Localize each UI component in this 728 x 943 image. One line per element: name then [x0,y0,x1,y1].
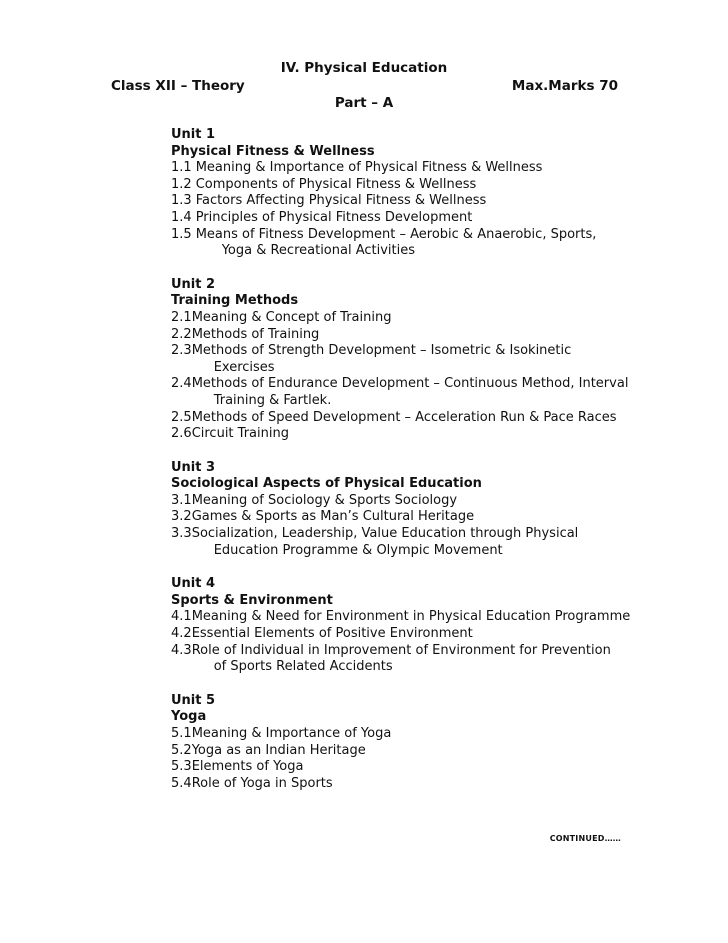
item-number: 1.4 [171,209,192,225]
item-number: 5.2 [171,742,192,758]
item-number: 2.5 [171,409,192,425]
list-item [171,410,631,427]
item-text: Games & Sports as Man’s Cultural Heritage [191,509,475,525]
item-number: 4.3 [171,642,192,658]
list-item [171,643,631,676]
list-item [171,227,631,260]
item-text: Circuit Training [191,426,289,442]
list-item [171,327,631,344]
unit-title: Sports & Environment [171,592,333,608]
item-number: 3.1 [171,492,192,508]
list-item [171,743,631,760]
item-number: 2.1 [171,309,192,325]
item-text: Socialization, Leadership, Value Education through Physical [191,526,579,542]
item-number: 2.4 [171,376,192,392]
item-number: 2.6 [171,426,192,442]
list-item [171,726,631,743]
list-item [171,177,631,194]
list-item [171,193,631,210]
item-text-continuation: Training & Fartlek. [213,392,332,408]
item-number: 4.2 [171,626,192,642]
item-number: 3.3 [171,526,192,542]
item-text: Means of Fitness Development – Aerobic & Anaerobic, Sports, [195,226,597,242]
list-item [171,626,631,643]
class-label: Class XII – Theory [111,78,245,94]
item-text: Elements of Yoga [191,759,304,775]
unit-title: Yoga [171,709,207,725]
item-number: 5.3 [171,759,192,775]
list-item [171,776,631,793]
item-text: Methods of Strength Development – Isometric & Isokinetic [191,343,572,359]
item-text: Role of Individual in Improvement of Environment for Prevention [191,642,611,658]
item-text: Methods of Training [191,326,320,342]
list-item [171,526,631,559]
syllabus-content [171,127,631,809]
unit-label: Unit 4 [171,576,216,592]
item-text-continuation: Yoga & Recreational Activities [221,243,416,259]
list-item [171,609,631,626]
unit-1 [171,127,631,260]
item-text: Meaning & Need for Environment in Physical Education Programme [191,609,631,625]
list-item [171,210,631,227]
list-item [171,310,631,327]
unit-3 [171,460,631,560]
item-number: 5.4 [171,775,192,791]
item-text: Meaning & Concept of Training [191,309,392,325]
unit-2 [171,277,631,443]
item-text: Principles of Physical Fitness Development [195,209,473,225]
item-number: 2.2 [171,326,192,342]
document-title: IV. Physical Education [280,60,448,76]
list-item [171,759,631,776]
item-text: Methods of Speed Development – Acceleration Run & Pace Races [191,409,617,425]
item-text-continuation: Education Programme & Olympic Movement [213,542,503,558]
unit-4 [171,576,631,676]
continued-note: CONTINUED…… [549,834,621,843]
item-text: Factors Affecting Physical Fitness & Wellness [195,193,487,209]
item-text: Methods of Endurance Development – Continuous Method, Interval [191,376,629,392]
list-item [171,343,631,376]
list-item [171,376,631,409]
max-marks: Max.Marks 70 [511,78,618,94]
item-text: Meaning & Importance of Physical Fitness & Wellness [195,160,543,176]
item-number: 1.1 [171,160,192,176]
list-item [171,493,631,510]
item-text: Essential Elements of Positive Environment [191,626,473,642]
item-number: 1.2 [171,176,192,192]
item-number: 5.1 [171,726,192,741]
list-item [171,509,631,526]
item-text-continuation: Exercises [213,359,275,375]
item-text: Yoga as an Indian Heritage [191,742,366,758]
item-number: 2.3 [171,343,192,359]
unit-label: Unit 5 [171,692,216,708]
item-number: 4.1 [171,609,192,625]
list-item [171,426,631,443]
unit-label: Unit 1 [171,127,216,142]
item-text-continuation: of Sports Related Accidents [213,659,393,675]
item-number: 3.2 [171,509,192,525]
item-text: Role of Yoga in Sports [191,775,333,791]
list-item [171,160,631,177]
item-text: Meaning & Importance of Yoga [191,726,392,741]
item-text: Meaning of Sociology & Sports Sociology [191,492,458,508]
unit-title: Training Methods [171,293,299,309]
unit-title: Physical Fitness & Wellness [171,143,375,159]
item-text: Components of Physical Fitness & Wellness [195,176,477,192]
unit-5 [171,693,631,793]
unit-title: Sociological Aspects of Physical Education [171,476,482,492]
item-number: 1.3 [171,193,192,209]
unit-label: Unit 2 [171,276,216,292]
item-number: 1.5 [171,226,192,242]
unit-label: Unit 3 [171,459,216,475]
part-heading: Part – A [334,95,394,111]
